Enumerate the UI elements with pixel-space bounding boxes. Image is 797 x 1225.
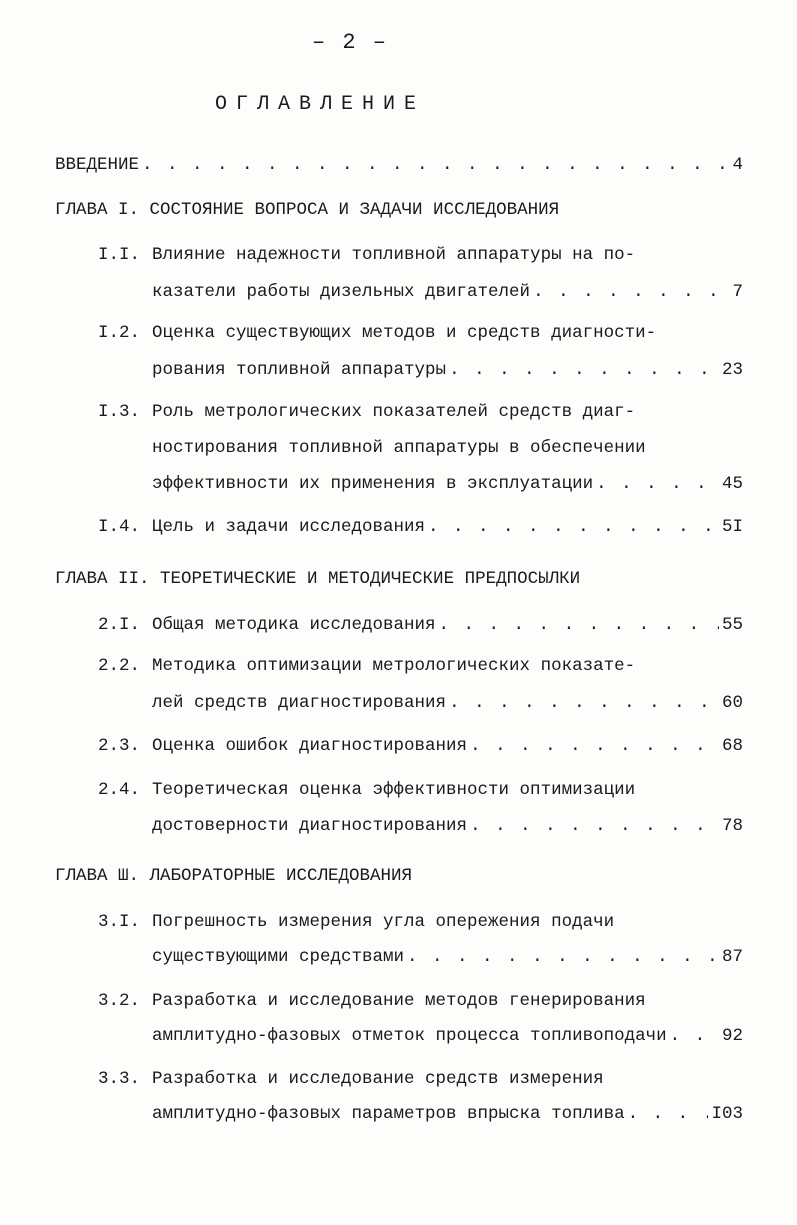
section-title-line: эффективности их применения в эксплуатации [152, 474, 594, 494]
dot-leader [142, 155, 729, 175]
toc-entry-intro[interactable] [55, 155, 743, 175]
toc-page-ref: 78 [721, 816, 743, 836]
dot-leader [449, 360, 719, 380]
section-title-line: Общая методика исследования [152, 615, 436, 635]
page-number: – 2 – [311, 30, 388, 55]
dot-leader [670, 1026, 719, 1046]
toc-entry-3-2[interactable] [152, 1026, 743, 1046]
section-number: 3.I. [98, 912, 141, 932]
section-number: I.4. [98, 517, 141, 537]
toc-page-ref: 92 [721, 1026, 743, 1046]
section-title-line: Разработка и исследование методов генерирования [152, 991, 646, 1011]
chapter-2-heading[interactable]: ГЛАВА II. ТЕОРЕТИЧЕСКИЕ И МЕТОДИЧЕСКИЕ ПРЕДПОСЫЛКИ [55, 569, 581, 589]
toc-page-ref: 4 [732, 155, 743, 175]
section-title-line: Погрешность измерения угла опережения подачи [152, 912, 615, 932]
section-title-line: Оценка существующих методов и средств диагности- [152, 323, 657, 343]
section-title-line: Влияние надежности топливной аппаратуры на по- [152, 245, 636, 265]
section-title-line: ностирования топливной аппаратуры в обеспечении [152, 438, 646, 458]
section-title-line: Роль метрологических показателей средств диаг- [152, 402, 636, 422]
toc-entry-1-3[interactable] [152, 474, 743, 494]
chapter-3-heading[interactable]: ГЛАВА Ш. ЛАБОРАТОРНЫЕ ИССЛЕДОВАНИЯ [55, 866, 413, 886]
toc-entry-2-3[interactable] [152, 736, 743, 756]
toc-entry-3-1[interactable] [152, 947, 743, 967]
section-number: 2.2. [98, 656, 141, 676]
toc-entry-2-1[interactable] [152, 615, 743, 635]
section-title-line: достоверности диагностирования [152, 816, 468, 836]
dot-leader [470, 816, 719, 836]
section-number: I.I. [98, 245, 141, 265]
section-title-line: Оценка ошибок диагностирования [152, 736, 468, 756]
section-title-line: амплитудно-фазовых параметров впрыска топлива [152, 1104, 625, 1124]
section-number: 3.3. [98, 1069, 141, 1089]
toc-entry-1-1[interactable] [152, 282, 743, 302]
section-title-line: Цель и задачи исследования [152, 517, 426, 537]
section-title-line: Разработка и исследование средств измерения [152, 1069, 604, 1089]
section-number: 3.2. [98, 991, 141, 1011]
toc-page-ref: I03 [711, 1104, 743, 1124]
chapter-1-heading[interactable]: ГЛАВА I. СОСТОЯНИЕ ВОПРОСА И ЗАДАЧИ ИССЛЕДОВАНИЯ [55, 200, 560, 220]
section-title-line: существующими средствами [152, 947, 405, 967]
section-title-line: Теоретическая оценка эффективности оптимизации [152, 780, 636, 800]
toc-page-ref: 5I [721, 517, 743, 537]
toc-entry-3-3[interactable] [152, 1104, 743, 1124]
section-number: 2.I. [98, 615, 141, 635]
toc-page-ref: 23 [721, 360, 743, 380]
toc-entry-1-4[interactable] [152, 517, 743, 537]
toc-page-ref: 87 [721, 947, 743, 967]
toc-page-ref: 55 [721, 615, 743, 635]
section-title-line: рования топливной аппаратуры [152, 360, 447, 380]
dot-leader [428, 517, 719, 537]
section-title-line: лей средств диагностирования [152, 693, 447, 713]
dot-leader [439, 615, 719, 635]
toc-page-ref: 68 [721, 736, 743, 756]
section-number: 2.3. [98, 736, 141, 756]
dot-leader [407, 947, 719, 967]
toc-page-ref: 45 [721, 474, 743, 494]
dot-leader [628, 1104, 709, 1124]
toc-entry-2-4[interactable] [152, 816, 743, 836]
toc-entry-2-2[interactable] [152, 693, 743, 713]
section-number: 2.4. [98, 780, 141, 800]
toc-page-ref: 60 [721, 693, 743, 713]
toc-entry-label: ВВЕДЕНИЕ [55, 155, 140, 175]
section-title-line: Методика оптимизации метрологических показате- [152, 656, 636, 676]
dot-leader [533, 282, 729, 302]
page-title: ОГЛАВЛЕНИЕ [214, 93, 426, 116]
section-title-line: амплитудно-фазовых отметок процесса топливоподачи [152, 1026, 667, 1046]
section-title-line: казатели работы дизельных двигателей [152, 282, 531, 302]
section-number: I.3. [98, 402, 141, 422]
toc-page-ref: 7 [732, 282, 743, 302]
dot-leader [596, 474, 719, 494]
dot-leader [470, 736, 719, 756]
dot-leader [449, 693, 719, 713]
toc-entry-1-2[interactable] [152, 360, 743, 380]
section-number: I.2. [98, 323, 141, 343]
